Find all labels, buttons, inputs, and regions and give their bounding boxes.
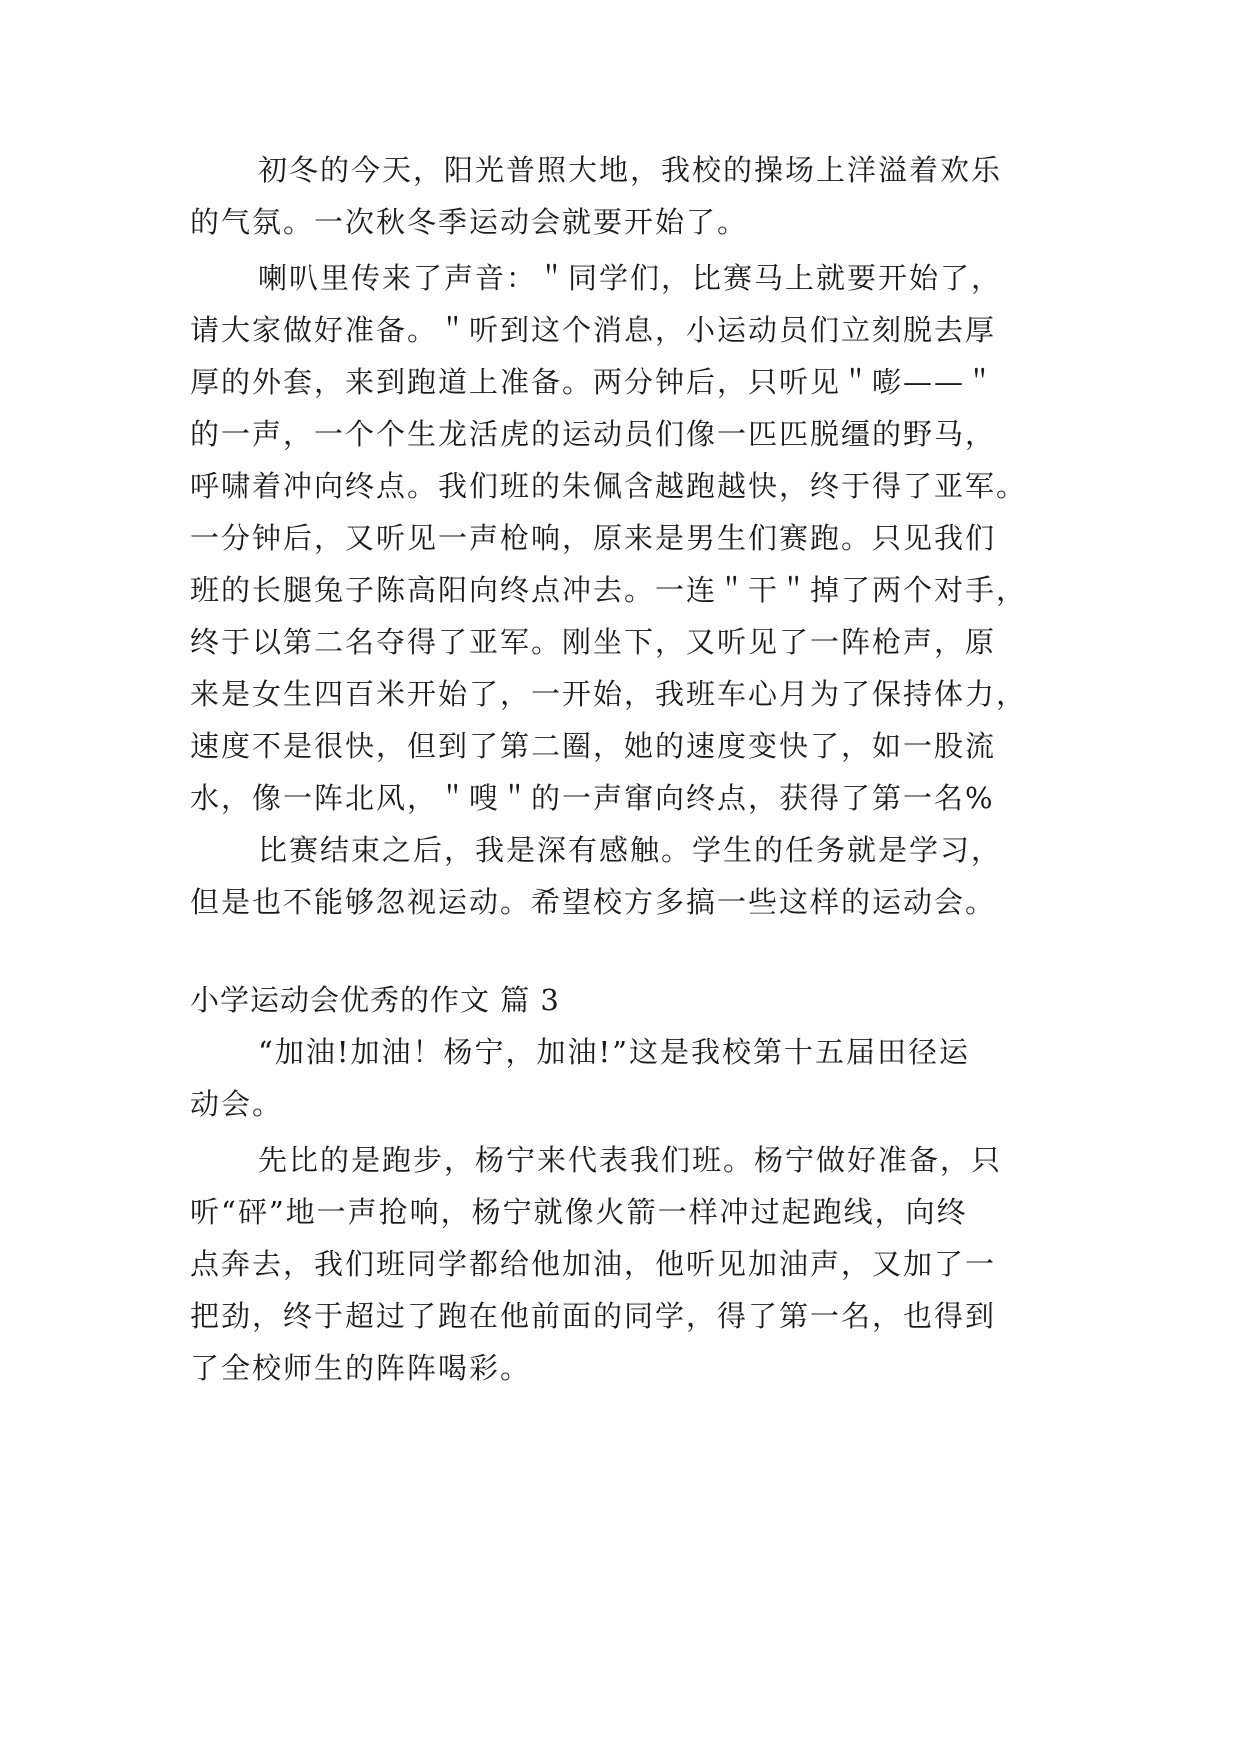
paragraph-line: 请大家做好准备。＂听到这个消息，小运动员们立刻脱去厚 bbox=[190, 313, 997, 347]
paragraph-line: 呼啸着冲向终点。我们班的朱佩含越跑越快，终于得了亚军。 bbox=[190, 469, 1028, 503]
paragraph-line: 喇叭里传来了声音：＂同学们，比赛马上就要开始了， bbox=[258, 261, 1003, 295]
paragraph-line: 厚的外套，来到跑道上准备。两分钟后，只听见＂嘭——＂ bbox=[190, 365, 997, 399]
paragraph-line: 的一声，一个个生龙活虎的运动员们像一匹匹脱缰的野马， bbox=[190, 417, 997, 451]
paragraph-line: 终于以第二名夺得了亚军。刚坐下，又听见了一阵枪声，原 bbox=[190, 625, 997, 659]
paragraph-line: 点奔去，我们班同学都给他加油，他听见加油声，又加了一 bbox=[190, 1247, 997, 1281]
paragraph-line: 听“砰”地一声抢响，杨宁就像火箭一样冲过起跑线，向终 bbox=[190, 1195, 968, 1229]
paragraph-line: “加油!加油！杨宁，加油!”这是我校第十五届田径运 bbox=[258, 1035, 970, 1069]
section-title: 小学运动会优秀的作文 篇 3 bbox=[190, 983, 560, 1017]
paragraph-line: 来是女生四百米开始了，一开始，我班车心月为了保持体力， bbox=[190, 677, 1028, 711]
paragraph-line: 了全校师生的阵阵喝彩。 bbox=[190, 1351, 532, 1385]
paragraph-line: 把劲，终于超过了跑在他前面的同学，得了第一名，也得到 bbox=[190, 1299, 997, 1333]
paragraph-line: 水，像一阵北风，＂嗖＂的一声窜向终点，获得了第一名% bbox=[190, 781, 995, 815]
paragraph-line: 动会。 bbox=[190, 1087, 284, 1121]
paragraph-line: 一分钟后，又听见一声枪响，原来是男生们赛跑。只见我们 bbox=[190, 521, 997, 555]
paragraph-line: 但是也不能够忽视运动。希望校方多搞一些这样的运动会。 bbox=[190, 885, 997, 919]
paragraph-line: 班的长腿兔子陈高阳向终点冲去。一连＂干＂掉了两个对手， bbox=[190, 573, 1028, 607]
paragraph-line: 先比的是跑步，杨宁来代表我们班。杨宁做好准备，只 bbox=[258, 1143, 1003, 1177]
paragraph-line: 的气氛。一次秋冬季运动会就要开始了。 bbox=[190, 205, 749, 239]
paragraph-line: 速度不是很快，但到了第二圈，她的速度变快了，如一股流 bbox=[190, 729, 997, 763]
paragraph-line: 初冬的今天，阳光普照大地，我校的操场上洋溢着欢乐 bbox=[258, 153, 1003, 187]
paragraph-line: 比赛结束之后，我是深有感触。学生的任务就是学习， bbox=[258, 833, 1003, 867]
